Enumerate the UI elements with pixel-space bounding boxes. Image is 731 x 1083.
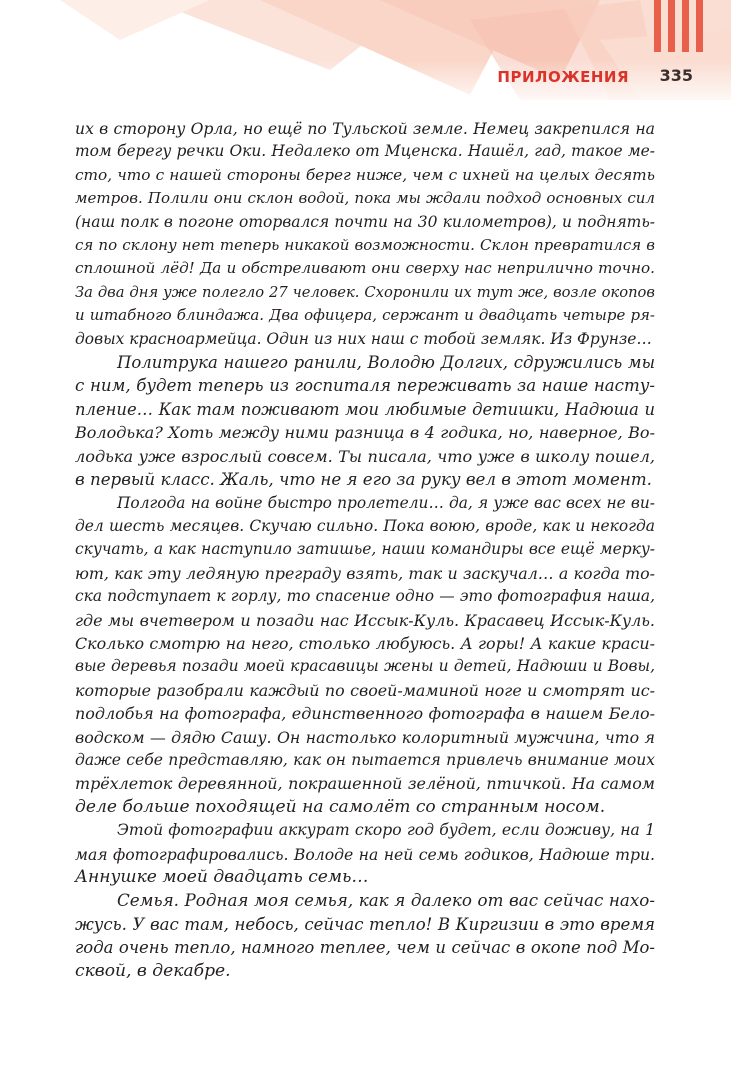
text-line: (наш полк в погоне оторвался почти на 30 километров), и поднять- xyxy=(75,212,655,231)
text-line: с ним, будет теперь из госпиталя переживать за наше насту- xyxy=(75,376,655,396)
text-line: Аннушке моей двадцать семь… xyxy=(75,867,369,887)
text-line: Этой фотографии аккурат скоро год будет, если доживу, на 1 xyxy=(117,821,655,840)
text-line: года очень тепло, намного теплее, чем и сейчас в окопе под Мо- xyxy=(75,938,655,958)
text-line: том берегу речки Оки. Недалеко от Мценска. Нашёл, гад, такое ме- xyxy=(75,142,655,161)
header-stripe-1 xyxy=(654,0,661,52)
header-stripe-3 xyxy=(682,0,689,52)
paragraph xyxy=(75,492,655,820)
paragraph xyxy=(75,819,655,889)
text-line: которые разобрали каждый по своей-маминой ноге и смотрят ис- xyxy=(75,680,655,700)
text-line: подлобья на фотографа, единственного фотографа в нашем Бело- xyxy=(75,704,655,724)
text-line: Володька? Хоть между ними разница в 4 годика, но, наверное, Во- xyxy=(75,423,655,443)
text-line: жусь. У вас там, небось, сейчас тепло! В Киргизии в это время xyxy=(75,914,655,934)
text-line: Политрука нашего ранили, Володю Долгих, сдружились мы xyxy=(117,353,655,373)
header-decor-graphic xyxy=(0,0,731,110)
text-line: лодька уже взрослый совсем. Ты писала, что уже в школу пошел, xyxy=(75,446,655,466)
text-line: и штабного блиндажа. Два офицера, сержант и двадцать четыре ря- xyxy=(75,306,655,325)
text-line: даже себе представляю, как он пытается привлечь внимание моих xyxy=(75,750,655,769)
header-stripe-2 xyxy=(668,0,675,52)
text-line: Полгода на войне быстро пролетели… да, я уже вас всех не ви- xyxy=(117,493,655,512)
text-line: пление… Как там поживают мои любимые детишки, Надюша и xyxy=(75,399,655,419)
paragraph xyxy=(75,117,655,351)
text-line: метров. Полили они склон водой, пока мы ждали подход основных сил xyxy=(75,189,655,208)
text-line: довых красноармейца. Один из них наш с тобой земляк. Из Фрунзе… xyxy=(75,329,652,348)
text-line: Семья. Родная моя семья, как я далеко от вас сейчас нахо- xyxy=(117,890,655,911)
text-line: их в сторону Орла, но ещё по Тульской земле. Немец закрепился на xyxy=(75,119,655,138)
text-line: водском — дядю Сашу. Он настолько колоритный мужчина, что я xyxy=(75,727,655,747)
text-line: сквой, в декабре. xyxy=(75,960,231,981)
text-line: ют, как эту ледяную преграду взять, так и заскучал… а когда то- xyxy=(75,563,655,583)
text-line: деле больше походящей на самолёт со странным носом. xyxy=(75,796,606,817)
text-line: сплошной лёд! Да и обстреливают они сверху нас неприлично точно. xyxy=(75,259,655,278)
text-line: в первый класс. Жаль, что не я его за руку вел в этот момент. xyxy=(75,470,652,490)
text-line: мая фотографировались. Володе на ней семь годиков, Надюше три. xyxy=(75,844,655,864)
text-line: За два дня уже полегло 27 человек. Схоронили их тут же, возле окопов xyxy=(75,283,655,301)
text-line: сто, что с нашей стороны берег ниже, чем с ихней на целых десять xyxy=(75,165,655,184)
paragraph xyxy=(75,351,655,491)
text-line: трёхлеток деревянной, покрашенной зелёной, птичкой. На самом xyxy=(75,774,655,794)
text-line: Сколько смотрю на него, столько любуюсь. А горы! А какие краси- xyxy=(75,633,655,653)
text-line: скучать, а как наступило затишье, наши командиры все ещё мерку- xyxy=(75,540,655,559)
running-title: ПРИЛОЖЕНИЯ xyxy=(497,68,629,86)
text-line: ска подступает к горлу, то спасение одно — это фотография наша, xyxy=(75,587,655,606)
text-line: ся по склону нет теперь никакой возможности. Склон превратился в xyxy=(75,236,655,255)
header-decoration xyxy=(0,0,731,110)
text-line: дел шесть месяцев. Скучаю сильно. Пока воюю, вроде, как и некогда xyxy=(75,516,655,535)
header-stripe-4 xyxy=(696,0,703,52)
page-number: 335 xyxy=(659,66,693,85)
letter-text xyxy=(75,117,655,983)
text-line: где мы вчетвером и позади нас Иссык-Куль. Красавец Иссык-Куль. xyxy=(75,610,655,630)
paragraph xyxy=(75,889,655,983)
text-line: вые деревья позади моей красавицы жены и детей, Надюши и Вовы, xyxy=(75,657,655,676)
